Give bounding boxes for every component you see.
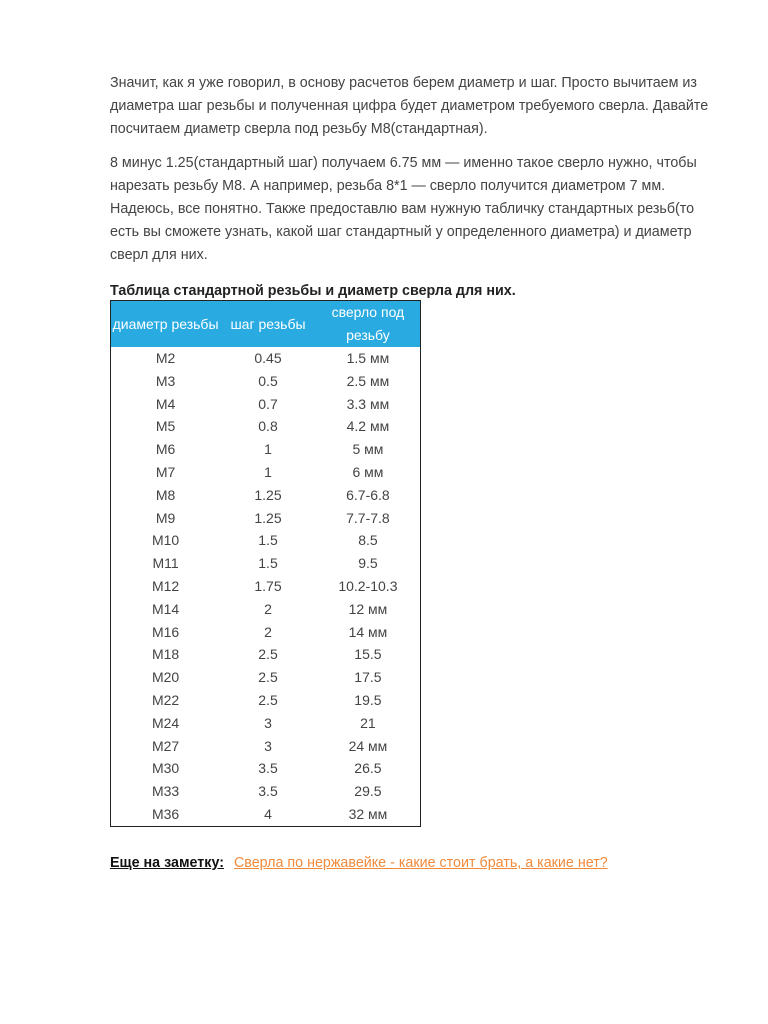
table-row: [111, 575, 421, 598]
cell-thread-diameter: M6: [155, 441, 176, 458]
cell-thread-pitch: 0.5: [258, 372, 278, 389]
table-row: [111, 621, 421, 644]
table-row: [111, 507, 421, 530]
cell-drill-size: 8.5: [358, 532, 378, 549]
cell-drill-size: 6 мм: [352, 463, 384, 480]
table-body: [111, 347, 421, 826]
table-row: [111, 689, 421, 712]
cell-thread-pitch: 1.25: [254, 509, 282, 526]
table-row: [111, 598, 421, 621]
cell-thread-diameter: M18: [151, 646, 180, 663]
cell-thread-pitch: 1.5: [258, 555, 278, 572]
article-content: [110, 72, 720, 873]
cell-thread-pitch: 1: [264, 463, 272, 480]
cell-thread-pitch: 2.5: [258, 691, 278, 708]
cell-thread-diameter: M12: [151, 577, 180, 594]
cell-drill-size: 3.3 мм: [346, 395, 390, 412]
header-drill-size: сверло под резьбу: [316, 301, 421, 348]
cell-thread-diameter: M9: [155, 509, 176, 526]
table-row: [111, 780, 421, 803]
cell-drill-size: 26.5: [354, 760, 382, 777]
cell-drill-size: 21: [360, 714, 376, 731]
cell-thread-pitch: 0.45: [254, 350, 282, 366]
cell-thread-pitch: 3.5: [258, 783, 278, 800]
cell-drill-size: 14 мм: [348, 623, 388, 640]
cell-thread-pitch: 4: [264, 805, 272, 822]
cell-thread-diameter: M4: [155, 395, 176, 412]
cell-thread-diameter: M2: [155, 350, 176, 366]
header-thread-diameter: диаметр резьбы: [111, 301, 221, 348]
cell-drill-size: 32 мм: [348, 805, 388, 822]
cell-thread-diameter: M33: [151, 783, 180, 800]
table-header-row: [111, 301, 421, 348]
cell-thread-pitch: 0.7: [258, 395, 278, 412]
cell-thread-diameter: M11: [152, 555, 179, 572]
table-row: [111, 757, 421, 780]
cell-thread-pitch: 1.25: [254, 486, 282, 503]
cell-drill-size: 10.2-10.3: [338, 577, 398, 594]
table-row: [111, 484, 421, 507]
table-row: [111, 803, 421, 826]
related-article-link[interactable]: Сверла по нержавейке - какие стоит брать, а какие нет?: [233, 854, 608, 871]
cell-thread-diameter: M5: [155, 418, 176, 435]
cell-drill-size: 6.7-6.8: [346, 486, 390, 503]
cell-thread-diameter: M3: [155, 372, 176, 389]
cell-thread-pitch: 1.5: [258, 532, 278, 549]
see-also-note: [110, 853, 720, 873]
cell-drill-size: 15.5: [354, 646, 382, 663]
cell-thread-diameter: M7: [155, 463, 176, 480]
cell-thread-pitch: 2: [264, 600, 272, 617]
cell-thread-diameter: M36: [151, 805, 180, 822]
cell-drill-size: 4.2 мм: [346, 418, 390, 435]
cell-drill-size: 29.5: [354, 783, 382, 800]
cell-drill-size: 1.5 мм: [346, 350, 390, 366]
table-row: [111, 347, 421, 370]
note-label: Еще на заметку:: [110, 854, 224, 871]
table-row: [111, 712, 421, 735]
cell-drill-size: 24 мм: [348, 737, 388, 754]
cell-thread-diameter: M10: [151, 532, 180, 549]
cell-thread-diameter: M14: [151, 600, 180, 617]
cell-thread-diameter: M20: [151, 669, 180, 686]
table-row: [111, 643, 421, 666]
cell-thread-pitch: 3.5: [258, 760, 278, 777]
cell-thread-pitch: 3: [264, 714, 272, 731]
table-row: [111, 735, 421, 758]
table-row: [111, 370, 421, 393]
cell-thread-pitch: 1.75: [254, 577, 282, 594]
cell-thread-diameter: M16: [151, 623, 180, 640]
cell-drill-size: 5 мм: [352, 441, 384, 458]
table-row: [111, 552, 421, 575]
cell-thread-diameter: M27: [151, 737, 180, 754]
table-row: [111, 415, 421, 438]
table-title: Таблица стандартной резьбы и диаметр сверла для них.: [110, 283, 516, 299]
cell-thread-pitch: 2.5: [258, 646, 278, 663]
cell-thread-diameter: M24: [151, 714, 180, 731]
cell-thread-diameter: M22: [151, 691, 180, 708]
table-row: [111, 461, 421, 484]
cell-drill-size: 7.7-7.8: [346, 509, 390, 526]
cell-thread-pitch: 2: [264, 623, 272, 640]
cell-drill-size: 9.5: [358, 555, 378, 572]
cell-drill-size: 17.5: [354, 669, 382, 686]
table-row: [111, 529, 421, 552]
table-row: [111, 438, 421, 461]
cell-thread-diameter: M30: [151, 760, 180, 777]
cell-thread-pitch: 1: [264, 441, 272, 458]
cell-thread-pitch: 0.8: [258, 418, 278, 435]
thread-drill-table: [110, 300, 421, 827]
table-row: [111, 666, 421, 689]
paragraph-example: 8 минус 1.25(стандартный шаг) получаем 6.75 мм — именно такое сверло нужно, чтобы нарезать резьбу М8. А например, резьба 8*1 — сверло получится диаметром 7 мм. Надеюсь, все понятно. Также предоставлю вам нужную табличку стандартных резьб(то есть вы сможете узнать, какой шаг стандартный у определенного диаметра) и диаметр сверл для них.: [110, 155, 697, 263]
cell-drill-size: 2.5 мм: [346, 372, 390, 389]
table-row: [111, 393, 421, 416]
cell-thread-pitch: 3: [264, 737, 272, 754]
cell-drill-size: 12 мм: [348, 600, 388, 617]
cell-thread-pitch: 2.5: [258, 669, 278, 686]
cell-drill-size: 19.5: [354, 691, 382, 708]
cell-thread-diameter: M8: [155, 486, 176, 503]
header-thread-pitch: шаг резьбы: [220, 301, 316, 348]
paragraph-intro: Значит, как я уже говорил, в основу расчетов берем диаметр и шаг. Просто вычитаем из диаметра шаг резьбы и полученная цифра будет диаметром требуемого сверла. Давайте посчитаем диаметр сверла под резьбу М8(стандартная).: [110, 75, 709, 137]
